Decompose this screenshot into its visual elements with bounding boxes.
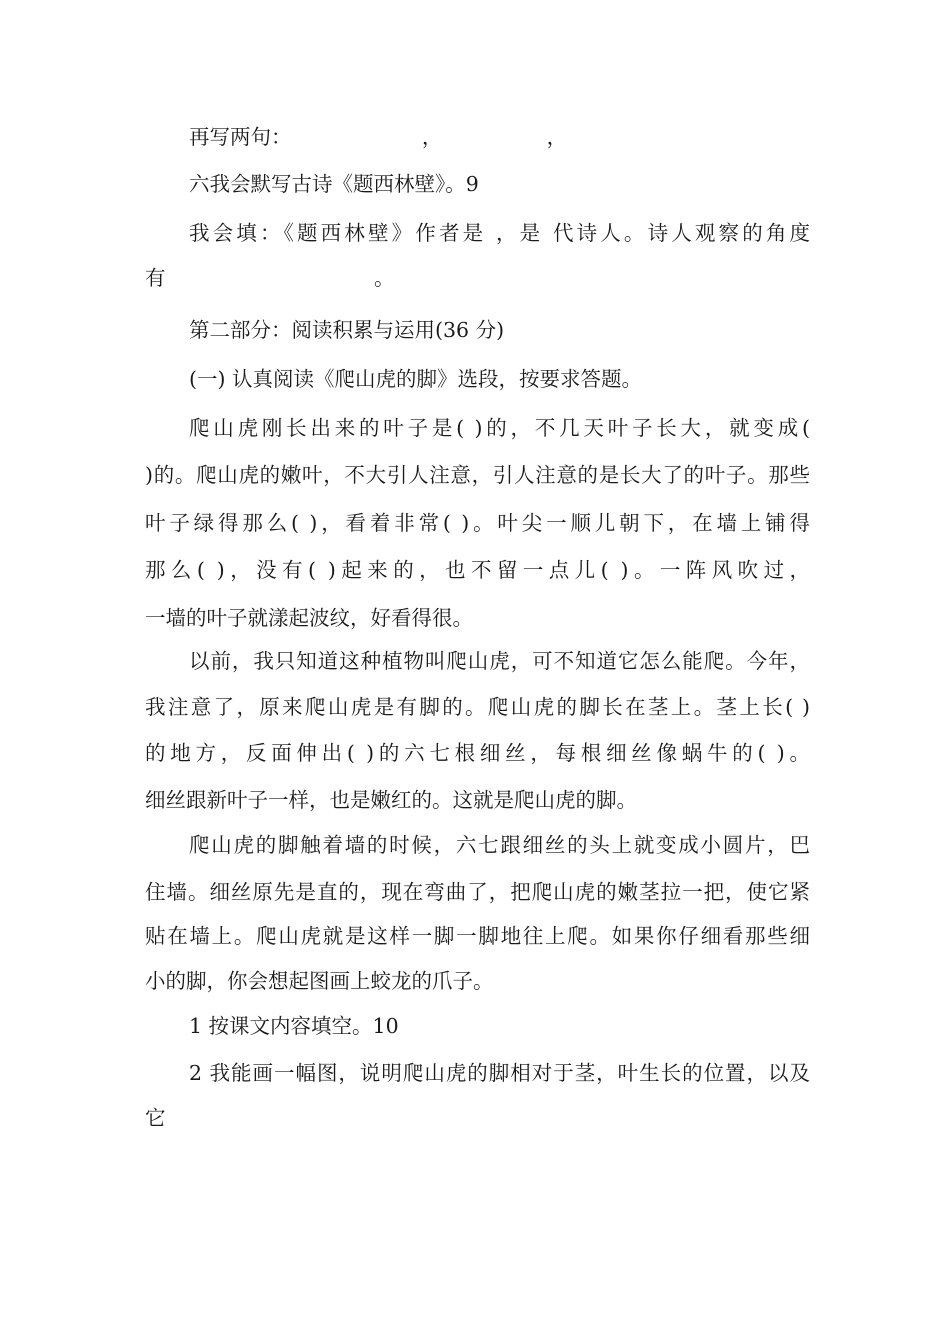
passage-line: 那么( )，没有( )起来的，也不留一点儿( )。一阵风吹过，	[145, 558, 810, 582]
passage-line: 小的脚，你会想起图画上蛟龙的爪子。	[145, 969, 494, 993]
passage-line: 爬山虎的脚触着墙的时候，六七跟细丝的头上就变成小圆片，巴	[189, 833, 810, 857]
question-two-continued: 它	[145, 1106, 166, 1130]
passage-line: 一墙的叶子就漾起波纹，好看得很。	[145, 606, 473, 630]
section-heading-part-two: 第二部分：阅读积累与运用(36 分)	[189, 318, 505, 342]
text-line-reading-instruction: (一) 认真阅读《爬山虎的脚》选段，按要求答题。	[189, 367, 643, 391]
passage-line: 住墙。细丝原先是直的，现在弯曲了，把爬山虎的嫩茎拉一把，使它紧	[145, 880, 810, 904]
question-one: 1 按课文内容填空。10	[189, 1014, 399, 1038]
passage-line: 的地方，反面伸出( )的六七根细丝，每根细丝像蜗牛的( )。	[145, 741, 810, 765]
question-two: 2 我能画一幅图，说明爬山虎的脚相对于茎，叶生长的位置，以及	[189, 1061, 810, 1085]
passage-line: 以前，我只知道这种植物叫爬山虎，可不知道它怎么能爬。今年，	[189, 649, 810, 673]
text-line-fill-angle: 有 。	[145, 266, 395, 290]
passage-line: 我注意了，原来爬山虎是有脚的。爬山虎的脚长在茎上。茎上长( )	[145, 695, 810, 719]
passage-line: 叶子绿得那么( )，看着非常( )。叶尖一顺儿朝下，在墙上铺得	[145, 511, 810, 535]
passage-line: 细丝跟新叶子一样，也是嫩红的。这就是爬山虎的脚。	[145, 788, 637, 812]
text-line-rewrite-two-sentences: 再写两句： ， ，	[189, 125, 568, 149]
passage-line: 爬山虎刚长出来的叶子是( )的，不几天叶子长大，就变成(	[189, 416, 810, 440]
text-line-section-six: 六我会默写古诗《题西林壁》。9	[189, 172, 479, 196]
text-line-fill-author: 我会填：《题西林壁》作者是 ，是 代诗人。诗人观察的角度	[189, 221, 810, 245]
passage-line: 贴在墙上。爬山虎就是这样一脚一脚地往上爬。如果你仔细看那些细	[145, 924, 810, 948]
passage-line: )的。爬山虎的嫩叶，不大引人注意，引人注意的是长大了的叶子。那些	[145, 463, 810, 487]
